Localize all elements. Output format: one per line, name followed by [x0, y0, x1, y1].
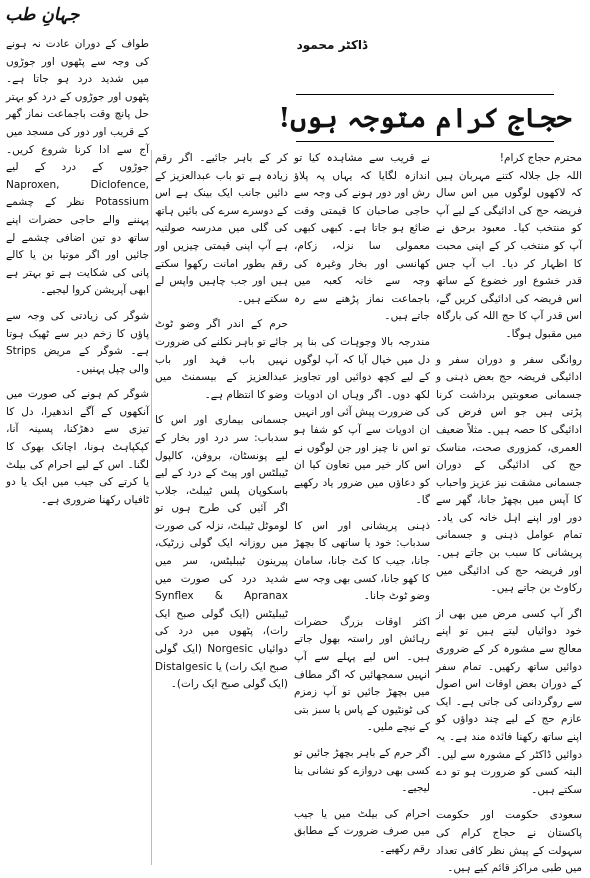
- column-3-paragraph: کر کے باہر جائیے۔ اگر رقم زیادہ ہے تو باب عبدالعزیز کے دائیں جانب ایک بینک ہے اس کے دوسرے سرے کی بائیں ہاتھ کی گلی میں مدرسہ صولتیہ ہے آپ اپنی قیمتی چیزیں اور رقم بطور امانت رکھوا سکتے ہیں اور جب چاہیں واپس لے سکتے ہیں۔: [155, 152, 288, 305]
- column-3-paragraph: جسمانی بیماری اور اس کا سدباب: سر درد اور بخار کے لیے پونسٹان، بروفن، کالپول ٹیبلٹس اور پیٹ کے درد کے لیے باسکوپان پلس ٹیبلٹ، جلاب اگر آئیں کی طرح ہوں تو لوموٹل ٹیبلٹ، نزلہ کی صورت میں روزانہ ایک گولی زرٹیک، پیرینون ٹیبلیٹس، سر میں شدید درد کی صورت میں Synflex & Apranax ٹیبلیٹس (ایک گولی صبح ایک رات)، پٹھوں میں درد کی دوائیاں Norgesic (ایک گولی صبح ایک رات) یا Distalgesic (ایک گولی صبح ایک رات)۔: [155, 414, 288, 691]
- column-2: [294, 150, 430, 865]
- column-4-paragraph: طواف کے دوران عادت نہ ہونے کی وجہ سے پٹھوں اور جوڑوں میں شدید درد ہو جاتا ہے۔ پٹھوں اور جوڑوں کے درد کو بہتر حل پانچ وقت باجماعت نماز گھر کے قریب اور دور کی مسجد میں آج سے ادا کرنا شروع کریں۔ جوڑوں کے درد کے لیے Naproxen, Diclofence, Potassium نظر کے چشمے پہننے والے حاجی حضرات اپنے ساتھ دو تین اضافی چشمے لے جائیں اور اگر موتیا بن یا کالے پانی کی شکایت ہے تو بہتر ہے ابھی آپریشن کروا لیجیے۔: [6, 38, 149, 297]
- column-1: [436, 150, 582, 875]
- column-2-paragraph: مندرجہ بالا وجوہات کی بنا پر دل میں خیال آیا کہ آپ لوگوں کے لیے کچھ دوائیں اور تجاویز لکھ دوں۔ اگر وہاں ان ادویات کی ضرورت پیش آئی اور انہیں ان ادویات سے آپ کو شفا ہو تو اس نا چیز اور جن لوگوں نے اس کار خیر میں تعاون کیا ان کو دعاؤں میں ضرور یاد رکھیے گا۔: [294, 335, 430, 507]
- column-3: [155, 150, 288, 865]
- column-1-paragraph: اگر آپ کسی مرض میں بھی از خود دوائیاں لیتے ہیں تو اپنے معالج سے مشورہ کر کے ضروری دوائیں ساتھ رکھیں۔ تمام سفر کے دوران بعض اوقات اس اصول سے روگردانی کی جاتی ہے۔ ایک عازم حج کے لیے چند دواؤں کو اپنے ساتھ رکھنا فائدہ مند ہے۔ یہ دوائیں ڈاکٹر کے مشورہ سے لیں۔ البتہ کسی کو ضرورت ہو تو دے سکتے ہیں۔: [436, 607, 582, 796]
- column-divider: [151, 150, 152, 865]
- byline: ڈاکٹر محمود: [296, 38, 368, 52]
- column-1-paragraph: روانگی سفر و دوران سفر و ادائیگی فریضہ حج بعض ذہنی و جسمانی صعوبتیں برداشت کرنا پڑتی ہیں جو اس فرض کی ادائیگی کا حصہ ہیں۔ مثلاً ضعیف العمری، کمزوری صحت، مناسک حج کی ادائیگی کے دوران جسمانی مشقت نیز عزیز واحباب کا آپس میں بچھڑ جانا، گھر سے دور اور اپنے اہل خانہ کی یاد۔ تمام عوامل ذہنی و جسمانی پریشانی کا سبب بن جاتے ہیں۔ اور فریضہ حج کی ادائیگی میں رکاوٹ بن جاتے ہیں۔: [436, 353, 582, 595]
- column-4-paragraph: شوگر کم ہونے کی صورت میں آنکھوں کے آگے اندھیرا، دل کا تیزی سے دھڑکنا، پسینہ آنا، کپکپاہٹ ہونا، اچانک بھوک کا لگنا۔ اس کے لیے احرام کی بیلٹ یا کرتے کی جیب میں ایک یا دو ٹافیاں رکھنا ضروری ہے۔: [6, 388, 149, 506]
- column-4-paragraph: شوگر کی زیادتی کی وجہ سے پاؤں کا زخم دیر سے ٹھیک ہوتا ہے۔ شوگر کے مریض Strips والی چپل پہنیں۔: [6, 309, 149, 375]
- column-4: [6, 36, 149, 866]
- column-2-paragraph: اکثر اوقات بزرگ حضرات رہائش اور راستہ بھول جاتے ہیں۔ اس لیے پہلے سے آپ انہیں سمجھائیں کہ اگر مطاف میں بچھڑ جائیں تو آپ زمزم کی ٹونٹیوں کے پاس یا سبز بتی کے نیچے ملیں۔: [294, 615, 430, 734]
- column-2-paragraph: احرام کی بیلٹ میں یا جیب میں صرف ضرورت کے مطابق رقم رکھیے۔: [294, 807, 430, 855]
- masthead-logo: جہانِ طب: [4, 5, 83, 25]
- column-2-paragraph: نے قریب سے مشاہدہ کیا تو اندازہ لگایا کہ یہاں پہ پلاؤ رش اور دور ہونے کی وجہ سے حاجی صاحبان کا قیمتی وقت ضائع ہو جاتا ہے۔ کبھی کبھی معمولی سا نزلہ، زکام، کھانسی اور بخار وغیرہ کی وجہ سے خانہ کعبہ میں باجماعت نماز پڑھنے سے رہ جاتے ہیں۔: [294, 152, 430, 323]
- column-1-greeting: محترم حجاج کرام!: [499, 152, 582, 164]
- column-2-paragraph: اگر حرم کے باہر بچھڑ جائیں تو کسی بھی دروازے کو نشانی بنا لیجیے۔: [294, 747, 430, 795]
- column-1-paragraph: سعودی حکومت اور حکومت پاکستان نے حجاج کرام کی سہولت کے پیش نظر کافی تعداد میں طبی مراکز قائم کیے ہیں۔: [436, 809, 582, 875]
- page-title: حجاج کرام متوجہ ہوں!: [278, 102, 572, 134]
- column-3-paragraph: حرم کے اندر اگر وضو ٹوٹ جائے تو باہر نکلنے کی ضرورت نہیں باب فہد اور باب عبدالعزیز کے بیسمنٹ میں وضو کا انتظام ہے۔: [155, 318, 288, 401]
- column-2-paragraph: ذہنی پریشانی اور اس کا سدباب: خود یا ساتھی کا بچھڑ جانا، جیب کا کٹ جانا، سامان کا کھو جانا، کسی بھی وجہ سے وضو ٹوٹ جانا۔: [294, 519, 430, 603]
- column-1-paragraph: اللہ جل جلالہ کتنے مہربان ہیں کہ لاکھوں لوگوں میں اس سال فریضہ حج کی ادائیگی کے لیے آپ کو منتخب کیا۔ معبود برحق نے آپ کو منتخب کر کے اپنی محبت کا اظہار کر دیا۔ اب آپ جس قدر خشوع اور خضوع کے ساتھ اس فریضہ کی ادائیگی کریں گے، اس قدر آپ کا حج اللہ کی بارگاہ میں مقبول ہوگا۔: [436, 169, 582, 340]
- headline-box: [278, 94, 572, 142]
